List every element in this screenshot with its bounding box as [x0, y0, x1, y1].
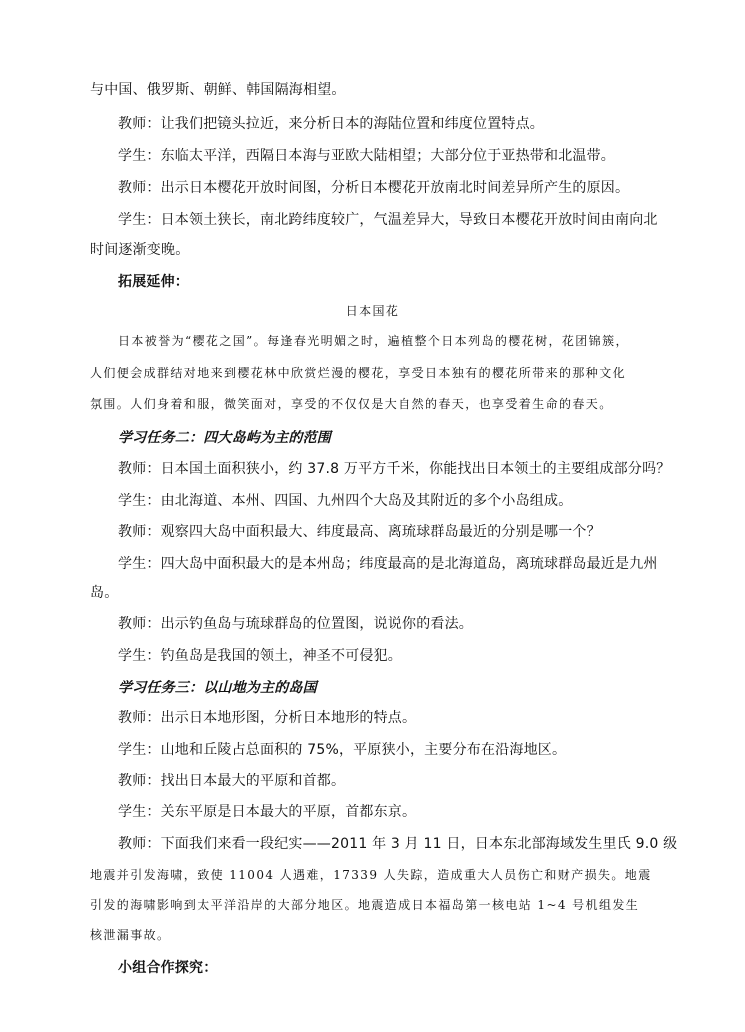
teacher-line: 教师：日本国土面积狭小，约 37.8 万平方千米，你能找出日本领土的主要组成部分吗？ — [118, 461, 671, 477]
teacher-line: 教师：让我们把镜头拉近，来分析日本的海陆位置和纬度位置特点。 — [118, 116, 544, 132]
student-line: 学生：钓鱼岛是我国的领土，神圣不可侵犯。 — [118, 648, 402, 664]
teacher-line: 教师：出示日本地形图，分析日本地形的特点。 — [118, 710, 417, 726]
excerpt-line: 氛围。人们身着和服，微笑面对，享受的不仅仅是大自然的春天，也享受着生命的春天。 — [90, 397, 613, 411]
excerpt-line: 人们便会成群结对地来到樱花林中欣赏烂漫的樱花，享受日本独有的樱花所带来的那种文化 — [90, 366, 627, 380]
teacher-line: 教师：下面我们来看一段纪实——2011 年 3 月 11 日，日本东北部海域发生里氏 9.0 级 — [118, 836, 678, 852]
section-heading-group: 小组合作探究： — [118, 960, 218, 976]
section-heading-extend: 拓展延伸： — [118, 274, 189, 290]
student-line: 学生：四大岛中面积最大的是本州岛；纬度最高的是北海道岛，离琉球群岛最近是九州 — [118, 556, 658, 572]
teacher-line-cont: 引发的海啸影响到太平洋沿岸的大部分地区。地震造成日本福岛第一核电站 1~4 号机组发生 — [90, 898, 640, 912]
teacher-line: 教师：找出日本最大的平原和首都。 — [118, 773, 346, 789]
student-line: 学生：山地和丘陵占总面积的 75%，平原狭小，主要分布在沿海地区。 — [118, 742, 567, 758]
student-line: 学生：日本领土狭长，南北跨纬度较广，气温差异大，导致日本樱花开放时间由南向北 — [118, 212, 658, 228]
paragraph-line: 与中国、俄罗斯、朝鲜、韩国隔海相望。 — [90, 82, 346, 98]
task-heading-3: 学习任务三：以山地为主的岛国 — [118, 680, 317, 696]
task-heading-2: 学习任务二：四大岛屿为主的范围 — [118, 430, 331, 446]
teacher-line: 教师：出示钓鱼岛与琉球群岛的位置图，说说你的看法。 — [118, 616, 473, 632]
excerpt-line: 日本被誉为“樱花之国”。每逢春光明媚之时，遍植整个日本列岛的樱花树，花团锦簇， — [118, 334, 629, 348]
teacher-line-cont: 地震并引发海啸，致使 11004 人遇难，17339 人失踪，造成重大人员伤亡和财产损失。地震 — [90, 868, 652, 882]
student-line-cont: 时间逐渐变晚。 — [90, 242, 190, 258]
student-line: 学生：由北海道、本州、四国、九州四个大岛及其附近的多个小岛组成。 — [118, 493, 573, 509]
teacher-line: 教师：出示日本樱花开放时间图，分析日本樱花开放南北时间差异所产生的原因。 — [118, 180, 630, 196]
excerpt-title: 日本国花 — [345, 304, 400, 318]
student-line: 学生：关东平原是日本最大的平原，首都东京。 — [118, 804, 417, 820]
teacher-line-cont: 核泄漏事故。 — [90, 928, 171, 942]
teacher-line: 教师：观察四大岛中面积最大、纬度最高、离琉球群岛最近的分别是哪一个？ — [118, 524, 601, 540]
student-line: 学生：东临太平洋，西隔日本海与亚欧大陆相望；大部分位于亚热带和北温带。 — [118, 148, 615, 164]
student-line-cont: 岛。 — [90, 585, 119, 601]
